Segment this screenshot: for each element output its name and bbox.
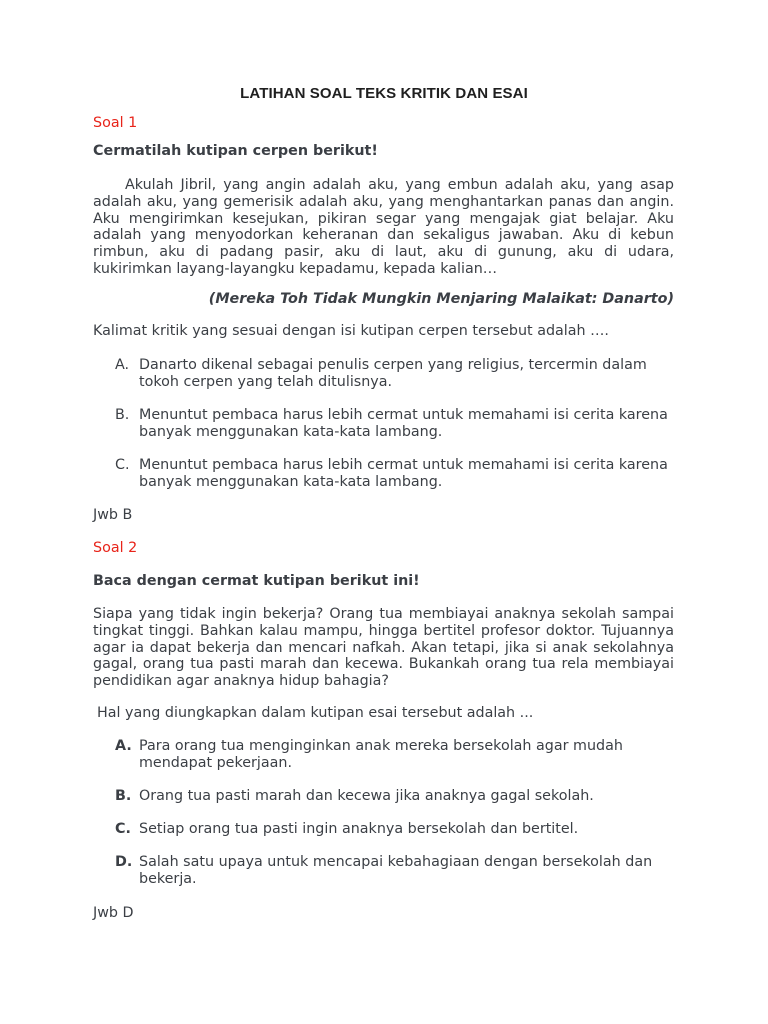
option-letter: C.: [115, 457, 130, 473]
soal-1-source: (Mereka Toh Tidak Mungkin Menjaring Malaikat: Danarto): [208, 291, 674, 307]
option-letter: C.: [115, 821, 131, 837]
document-title: LATIHAN SOAL TEKS KRITIK DAN ESAI: [240, 85, 528, 102]
option-letter: A.: [115, 738, 132, 754]
soal-1-option-b: [115, 407, 675, 441]
option-text: Menuntut pembaca harus lebih cermat untuk memahami isi cerita karena banyak menggunakan kata-kata lambang.: [139, 407, 668, 440]
option-text: Menuntut pembaca harus lebih cermat untuk memahami isi cerita karena banyak menggunakan kata-kata lambang.: [139, 457, 668, 490]
option-text: Setiap orang tua pasti ingin anaknya bersekolah dan bertitel.: [139, 821, 579, 837]
option-letter: A.: [115, 357, 130, 373]
soal-1-question: Kalimat kritik yang sesuai dengan isi kutipan cerpen tersebut adalah ….: [93, 323, 609, 339]
soal-2-instruction: Baca dengan cermat kutipan berikut ini!: [93, 573, 420, 589]
option-letter: D.: [115, 854, 133, 870]
option-text: Orang tua pasti marah dan kecewa jika anaknya gagal sekolah.: [139, 788, 594, 804]
soal-1-label: Soal 1: [93, 115, 138, 131]
soal-1-option-a: [115, 357, 675, 391]
option-text: Danarto dikenal sebagai penulis cerpen yang religius, tercermin dalam tokoh cerpen yang telah ditulisnya.: [139, 357, 647, 390]
soal-2-passage: Siapa yang tidak ingin bekerja? Orang tua membiayai anaknya sekolah sampai tingkat tinggi. Bahkan kalau mampu, hingga bertitel profesor doktor. Tujuannya agar ia dapat bekerja dan mencari nafkah. Akan tetapi, jika si anak sekolahnya gagal, orang tua pasti marah dan kecewa. Bukankah orang tua rela membiayai pendidikan agar anaknya hidup bahagia?: [93, 606, 674, 690]
soal-2-option-c: [115, 821, 675, 838]
soal-2-question: Hal yang diungkapkan dalam kutipan esai tersebut adalah ...: [97, 705, 534, 721]
option-letter: B.: [115, 788, 132, 804]
soal-1-option-c: [115, 457, 675, 491]
soal-2-label: Soal 2: [93, 540, 138, 556]
soal-2-option-d: [115, 854, 675, 888]
option-text: Para orang tua menginginkan anak mereka bersekolah agar mudah mendapat pekerjaan.: [139, 738, 623, 771]
soal-1-answer: Jwb B: [93, 507, 133, 523]
option-text: Salah satu upaya untuk mencapai kebahagiaan dengan bersekolah dan bekerja.: [139, 854, 653, 887]
option-letter: B.: [115, 407, 130, 423]
soal-1-instruction: Cermatilah kutipan cerpen berikut!: [93, 143, 378, 159]
soal-1-passage: Akulah Jibril, yang angin adalah aku, yang embun adalah aku, yang asap adalah aku, yang gemerisik adalah aku, yang menghantarkan panas dan angin. Aku mengirimkan kesejukan, pikiran segar yang mengajak giat belajar. Aku adalah yang menyodorkan keheranan dan sekaligus jawaban. Aku di kebun rimbun, aku di padang pasir, aku di laut, aku di gunung, aku di udara, kukirimkan layang-layangku kepadamu, kepada kalian…: [93, 177, 674, 277]
soal-2-option-a: [115, 738, 675, 772]
soal-2-answer: Jwb D: [93, 905, 134, 921]
soal-2-option-b: [115, 788, 675, 805]
